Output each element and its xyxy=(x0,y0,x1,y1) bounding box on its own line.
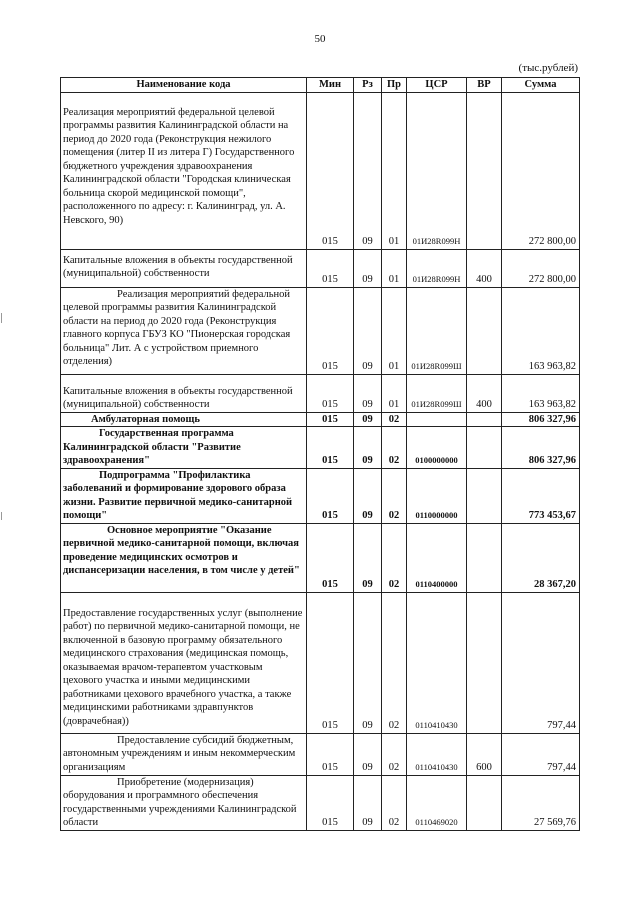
budget-table xyxy=(60,77,580,831)
row-csr: 0110400000 xyxy=(407,523,467,592)
row-csr: 01И28R099Н xyxy=(407,92,467,249)
row-pr: 01 xyxy=(382,374,407,412)
row-sum: 797,44 xyxy=(502,592,580,733)
row-min: 015 xyxy=(307,523,354,592)
row-pr: 02 xyxy=(382,523,407,592)
row-sum: 272 800,00 xyxy=(502,92,580,249)
row-rz: 09 xyxy=(354,592,382,733)
row-csr: 0100000000 xyxy=(407,427,467,469)
table-row xyxy=(61,287,580,374)
row-name: Государственная программа Калининградской области "Развитие здравоохранения" xyxy=(61,427,307,469)
row-rz: 09 xyxy=(354,427,382,469)
row-name: Капитальные вложения в объекты государственной (муниципальной) собственности xyxy=(61,374,307,412)
row-sum: 272 800,00 xyxy=(502,249,580,287)
row-name: Приобретение (модернизация) оборудования и программного обеспечения государственными учреждениями Калининградской области xyxy=(61,775,307,830)
row-vr xyxy=(467,775,502,830)
row-rz: 09 xyxy=(354,249,382,287)
row-sum: 163 963,82 xyxy=(502,374,580,412)
row-min: 015 xyxy=(307,733,354,775)
header-name: Наименование кода xyxy=(61,78,307,93)
row-csr xyxy=(407,412,467,427)
units-label: (тыс.рублей) xyxy=(518,62,578,74)
header-sum: Сумма xyxy=(502,78,580,93)
row-min: 015 xyxy=(307,592,354,733)
table-row xyxy=(61,249,580,287)
row-sum: 28 367,20 xyxy=(502,523,580,592)
row-rz: 09 xyxy=(354,733,382,775)
row-sum: 806 327,96 xyxy=(502,427,580,469)
row-csr: 0110469020 xyxy=(407,775,467,830)
row-csr: 01И28R099Ш xyxy=(407,374,467,412)
row-name: Амбулаторная помощь xyxy=(61,412,307,427)
row-csr: 0110410430 xyxy=(407,733,467,775)
table-row xyxy=(61,427,580,469)
row-vr: 400 xyxy=(467,249,502,287)
row-min: 015 xyxy=(307,287,354,374)
row-rz: 09 xyxy=(354,468,382,523)
row-vr: 600 xyxy=(467,733,502,775)
header-pr: Пр xyxy=(382,78,407,93)
row-vr xyxy=(467,468,502,523)
row-vr: 400 xyxy=(467,374,502,412)
table-row xyxy=(61,592,580,733)
row-min: 015 xyxy=(307,249,354,287)
row-rz: 09 xyxy=(354,92,382,249)
margin-mark xyxy=(1,313,2,323)
row-vr xyxy=(467,523,502,592)
row-pr: 02 xyxy=(382,412,407,427)
row-csr: 0110000000 xyxy=(407,468,467,523)
row-pr: 01 xyxy=(382,287,407,374)
row-csr: 01И28R099Н xyxy=(407,249,467,287)
row-pr: 02 xyxy=(382,775,407,830)
row-rz: 09 xyxy=(354,374,382,412)
row-vr xyxy=(467,427,502,469)
row-sum: 797,44 xyxy=(502,733,580,775)
row-rz: 09 xyxy=(354,412,382,427)
row-sum: 163 963,82 xyxy=(502,287,580,374)
row-name: Предоставление субсидий бюджетным, автономным учреждениям и иным некоммерческим организациям xyxy=(61,733,307,775)
row-min: 015 xyxy=(307,92,354,249)
row-sum: 773 453,67 xyxy=(502,468,580,523)
table-row xyxy=(61,412,580,427)
row-min: 015 xyxy=(307,468,354,523)
row-csr: 01И28R099Ш xyxy=(407,287,467,374)
margin-mark xyxy=(1,512,2,520)
row-sum: 806 327,96 xyxy=(502,412,580,427)
row-vr xyxy=(467,412,502,427)
row-name: Предоставление государственных услуг (выполнение работ) по первичной медико-санитарной помощи, не включенной в базовую программу обязательного медицинского страхования (медицинская помощь, оказываемая врачом-терапевтом участковым цехового участка и иными медицинскими работниками цехового врачебного участка, а также медицинскими работниками здравпунктов (доврачебная)) xyxy=(61,592,307,733)
row-pr: 02 xyxy=(382,733,407,775)
row-name: Основное мероприятие "Оказание первичной медико-санитарной помощи, включая проведение медицинских осмотров и диспансеризации населения, в том числе у детей" xyxy=(61,523,307,592)
table-header-row xyxy=(61,78,580,93)
row-name: Капитальные вложения в объекты государственной (муниципальной) собственности xyxy=(61,249,307,287)
row-vr xyxy=(467,287,502,374)
row-name: Подпрограмма "Профилактика заболеваний и формирование здорового образа жизни. Развитие первичной медико-санитарной помощи" xyxy=(61,468,307,523)
row-pr: 02 xyxy=(382,427,407,469)
row-pr: 02 xyxy=(382,592,407,733)
table-row xyxy=(61,775,580,830)
row-sum: 27 569,76 xyxy=(502,775,580,830)
table-row xyxy=(61,733,580,775)
row-min: 015 xyxy=(307,374,354,412)
row-pr: 02 xyxy=(382,468,407,523)
row-name: Реализация мероприятий федеральной целевой программы развития Калининградской области на период до 2020 года (Реконструкция нежилого помещения (литер II из литера Г) Государственного бюджетного учреждения здравоохранения Калининградской области "Городская клиническая больница скорой медицинской помощи", расположенного по адресу: г. Калининград, ул. А. Невского, 90) xyxy=(61,92,307,249)
row-min: 015 xyxy=(307,775,354,830)
row-min: 015 xyxy=(307,412,354,427)
row-pr: 01 xyxy=(382,92,407,249)
header-rz: Рз xyxy=(354,78,382,93)
table-row xyxy=(61,468,580,523)
row-rz: 09 xyxy=(354,775,382,830)
row-rz: 09 xyxy=(354,523,382,592)
header-vr: ВР xyxy=(467,78,502,93)
row-vr xyxy=(467,592,502,733)
header-csr: ЦСР xyxy=(407,78,467,93)
table-row xyxy=(61,374,580,412)
page-number: 50 xyxy=(314,33,326,45)
header-min: Мин xyxy=(307,78,354,93)
row-min: 015 xyxy=(307,427,354,469)
row-rz: 09 xyxy=(354,287,382,374)
table-row xyxy=(61,523,580,592)
table-row xyxy=(61,92,580,249)
row-csr: 0110410430 xyxy=(407,592,467,733)
row-pr: 01 xyxy=(382,249,407,287)
row-vr xyxy=(467,92,502,249)
row-name: Реализация мероприятий федеральной целевой программы развития Калининградской области на период до 2020 года (Реконструкция главного корпуса ГБУЗ КО "Пионерская городская больница" Лит. А с устройством приемного отделения) xyxy=(61,287,307,374)
